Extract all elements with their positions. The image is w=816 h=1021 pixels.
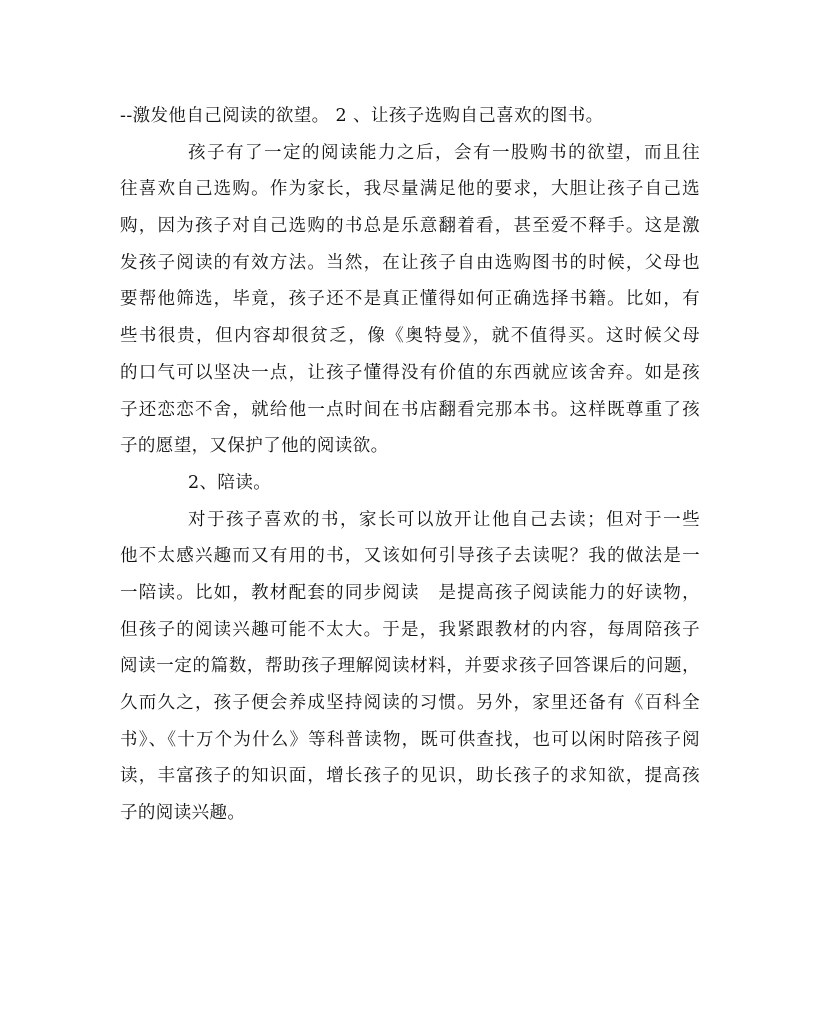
text-line-12: 对于孩子喜欢的书，家长可以放开让他自己去读；但对于一些 — [188, 509, 700, 530]
text-line-1: --激发他自己阅读的欲望。 2 、让孩子选购自己喜欢的图书。 — [120, 106, 604, 126]
text-line-19: 读，丰富孩子的知识面，增长孩子的见识，助长孩子的求知欲，提高孩 — [120, 766, 700, 787]
section-heading-2: 2、陪读。 — [188, 472, 272, 493]
text-line-18: 书》、《十万个为什么》等科普读物，既可供查找，也可以闲时陪孩子阅 — [120, 729, 700, 750]
text-line-15: 但孩子的阅读兴趣可能不太大。于是，我紧跟教材的内容，每周陪孩子 — [120, 619, 700, 640]
text-line-10: 子的愿望，又保护了他的阅读欲。 — [120, 436, 389, 457]
text-line-9: 子还恋恋不舍，就给他一点时间在书店翻看完那本书。这样既尊重了孩 — [120, 399, 700, 420]
text-line-13: 他不太感兴趣而又有用的书，又该如何引导孩子去读呢？我的做法是一 — [120, 546, 700, 567]
text-line-20: 子的阅读兴趣。 — [120, 803, 246, 824]
text-line-16: 阅读一定的篇数，帮助孩子理解阅读材料，并要求孩子回答课后的问题， — [120, 656, 700, 677]
text-line-14: 一陪读。比如，教材配套的同步阅读 是提高孩子阅读能力的好读物， — [120, 582, 700, 603]
text-line-5: 发孩子阅读的有效方法。当然，在让孩子自由选购图书的时候，父母也 — [120, 252, 700, 273]
document-body — [120, 98, 700, 832]
text-line-8: 的口气可以坚决一点，让孩子懂得没有价值的东西就应该舍弃。如是孩 — [120, 362, 700, 383]
text-line-4: 购，因为孩子对自己选购的书总是乐意翻着看，甚至爱不释手。这是激 — [120, 216, 700, 237]
text-line-2: 孩子有了一定的阅读能力之后，会有一股购书的欲望，而且往 — [188, 142, 700, 163]
text-line-7: 些书很贵，但内容却很贫乏，像《奥特曼》，就不值得买。这时候父母 — [120, 326, 700, 347]
text-line-3: 往喜欢自己选购。作为家长，我尽量满足他的要求，大胆让孩子自己选 — [120, 179, 700, 200]
text-line-6: 要帮他筛选，毕竟，孩子还不是真正懂得如何正确选择书籍。比如，有 — [120, 289, 700, 310]
text-line-17: 久而久之，孩子便会养成坚持阅读的习惯。另外，家里还备有《百科全 — [120, 693, 700, 713]
